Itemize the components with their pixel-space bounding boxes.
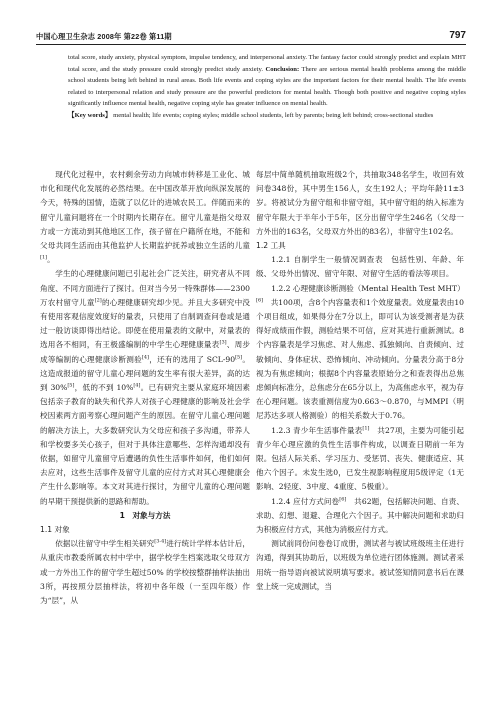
sample-paragraph: 每层中简单随机抽取班级2个，共抽取348名学生，收回有效问卷348份，其中男生156人，女生192人；平均年龄11±3岁。将被试分为留守组和非留守组，其中留守组的纳入标准为留守年限大于半年小于5年，区分出留守学生246名（父母一方外出的163名，父母双方外出的83名），非留守生102名。: [256, 170, 464, 236]
intro-text-2b: 的心理健康研究却少见。并且大多研究中没有使用客观信度效度好的量表，只使用了自制调查问卷或是通过一般访谈即得出结论。即使在使用量表的文献中，对量表的选用各不相同，有王极盛编制的中学生心理健康量表: [40, 297, 251, 350]
methods-paragraph-1: [40, 537, 250, 608]
page-number: 797: [449, 30, 466, 41]
left-column: [40, 168, 250, 608]
citation-ref: [5]: [235, 354, 243, 361]
citation-ref: [4]: [133, 382, 141, 389]
procedure-paragraph: 测试前同份问卷卷订成册，测试者与被试班级班主任进行沟通，得到其协助后，以班级为单位进行团体施测。测试者采用统一指导语向被试说明填写要求。被试签知情同意书后在课堂上统一完成测试，当: [256, 539, 464, 591]
intro-text-2c: 、周步成等编制的心理健康诊断测验: [40, 340, 251, 364]
citation-ref: [3]: [219, 339, 227, 346]
keywords-text: mental health; life events; coping styles; middle school students, left by parents; being left behind; cross-sectional studies: [113, 111, 434, 119]
intro-text-2e: 。这造成报道的留守儿童心理问题的发生率有很大差异，高的达到 30%: [40, 354, 250, 393]
intro-text-2f: ，低的不到 10%: [74, 383, 134, 393]
tool-3-paragraph: [256, 424, 464, 495]
keywords-line: [68, 110, 466, 122]
citation-ref: [1]: [40, 254, 48, 261]
tool-2-text: 共100项，含8个内容量表和1个效度量表。效度量表由10个项目组成，如果得分在7分以上，即可认为该受测者是为获得好成绩而作假，测验结果不可信，应对其进行重新测试。8个内容量表是学习焦虑、对人焦虑、孤独倾向、自责倾向、过敏倾向、身体症状、恐怖倾向、冲动倾向。分量表分高于8分视为有焦虑倾向；根据8个内容量表原始分之和查表得出总焦虑倾向标准分，总焦虑分在65分以上，为高焦虑水平，视为存在心理问题。该表重测信度为0.663～0.870，与MMPI（明尼苏达多项人格测验）的相关系数大于0.76。: [256, 297, 464, 421]
citation-ref: [1]: [362, 425, 370, 432]
intro-text-2a: 学生的心理健康问题已引起社会广泛关注，研究者从不同角度、不同方面进行了探讨。但对当今另一特殊群体——2300万农村留守儿童: [40, 269, 250, 307]
citation-ref: [3-4]: [154, 538, 167, 545]
citation-ref: [2]: [94, 297, 102, 304]
conclusion-text: There are serious mental health problems among the middle school students being left behind in rural areas. Both life events and coping styles are the important factors for their mental health. The life events related to interpersonal relation and study pressure are the powerful predictors for mental health. Though both positive and negative coping styles significantly influence mental health, negative coping style has greater influence on mental health.: [68, 65, 467, 107]
abstract-block: [68, 52, 466, 121]
abstract-results: total score, study anxiety, physical symptom, impulse tendency, and interpersonal anxiety. The fantasy factor could strongly predict and explain MHT total score, and the study pressure could strongly predict study anxiety.: [68, 54, 466, 73]
tool-3-title: 1.2.3 青少年生活事件量表: [271, 425, 363, 435]
methods-text-1b: 进行统计学样本估计后，从重庆市教委所属农村中学中，据学校学生档案选取父母双方或一方外出工作的留守学生超过50% 的学校按整群抽样法抽出3所，再按照分层抽样法，将初中各年级（一至四年级）作为“层”，从: [40, 539, 251, 606]
tool-4-title: 1.2.4 应付方式问卷: [271, 496, 340, 506]
intro-text-2d: ，还有的选用了 SCL-90: [149, 354, 236, 364]
citation-ref: [6]: [339, 496, 347, 503]
citation-ref: [6]: [256, 297, 264, 304]
right-column: [256, 168, 464, 594]
intro-text-1: 现代化过程中，农村剩余劳动力向城市转移是工业化、城市化和现代化发展的必然结果。在中国改革开放向纵深发展的今天，特殊的国情，造就了以亿计的进城农民工。伴随而来的留守儿童问题将在一个时期内长期存在。留守儿童是指父母双方或一方流动到其他地区工作，孩子留在户籍所在地，不能和父母共同生活而由其他监护人长期监护抚养或独立生活的儿童: [40, 170, 250, 251]
tool-2-title: 1.2.2 心理健康诊断测验（Mental Health Test MHT）: [271, 283, 465, 293]
citation-ref: [5]: [67, 382, 75, 389]
keywords-label: 【Key words】: [68, 111, 112, 119]
intro-text-2g: 。已有研究主要从家庭环境因素包括亲子教育的缺失和代养人对孩子心理健康的影响及社会学校因素两方面考察心理问题产生的原因。在留守儿童心理问题的解决方法上，大多数研究认为父母应和孩子多沟通，带养人和学校要多关心孩子，但对于具体注意哪些、怎样沟通却没有依据，如留守儿童留守后遭遇的负性生活事件如何，他们如何去应对，这些生活事件及留守儿童的应付方式对其心理健康会产生什么影响等。本文对其进行探讨，为留守儿童的心理问题的早期干预提供新的思路和帮助。: [40, 383, 251, 506]
intro-text-1-end: 。: [47, 255, 55, 265]
subsection-heading: 1.1 对象: [40, 525, 70, 535]
tools-heading: 1.2 工具: [256, 241, 286, 251]
tool-2-paragraph: [256, 282, 464, 424]
journal-citation: 中国心理卫生杂志 2008年 第22卷 第11期: [36, 32, 172, 41]
abstract-text: [68, 52, 466, 110]
tool-3-text: 共27项，主要为可能引起青少年心理应激的负性生活事件构成，以调查日期前一年为限。包括人际关系、学习压力、受惩罚、丧失、健康适应、其他六个因子。未发生选0，已发生视影响程度用5级评定（1无影响、2轻度、3中度、4重度、5极重）。: [256, 425, 464, 492]
section-heading: 1 对象与方法: [119, 510, 171, 520]
intro-paragraph-2: [40, 267, 250, 508]
tool-4-text: 共62题，包括解决问题、自责、求助、幻想、退避、合理化六个因子。其中解决问题和求助归为积极应付方式，其他为消极应付方式。: [256, 496, 464, 535]
tool-4-paragraph: [256, 495, 464, 538]
methods-text-1a: 依据以往留守中学生相关研究: [55, 539, 155, 549]
intro-paragraph-1: [40, 168, 250, 267]
citation-ref: [4]: [141, 354, 149, 361]
tool-1-paragraph: 1.2.1 自制学生一般情况调查表 包括性别、年龄、年级、父母外出情况、留守年限、对留守生活的看法等项目。: [256, 255, 464, 279]
running-header: [36, 30, 466, 45]
conclusion-label: Conclusion:: [265, 65, 300, 73]
